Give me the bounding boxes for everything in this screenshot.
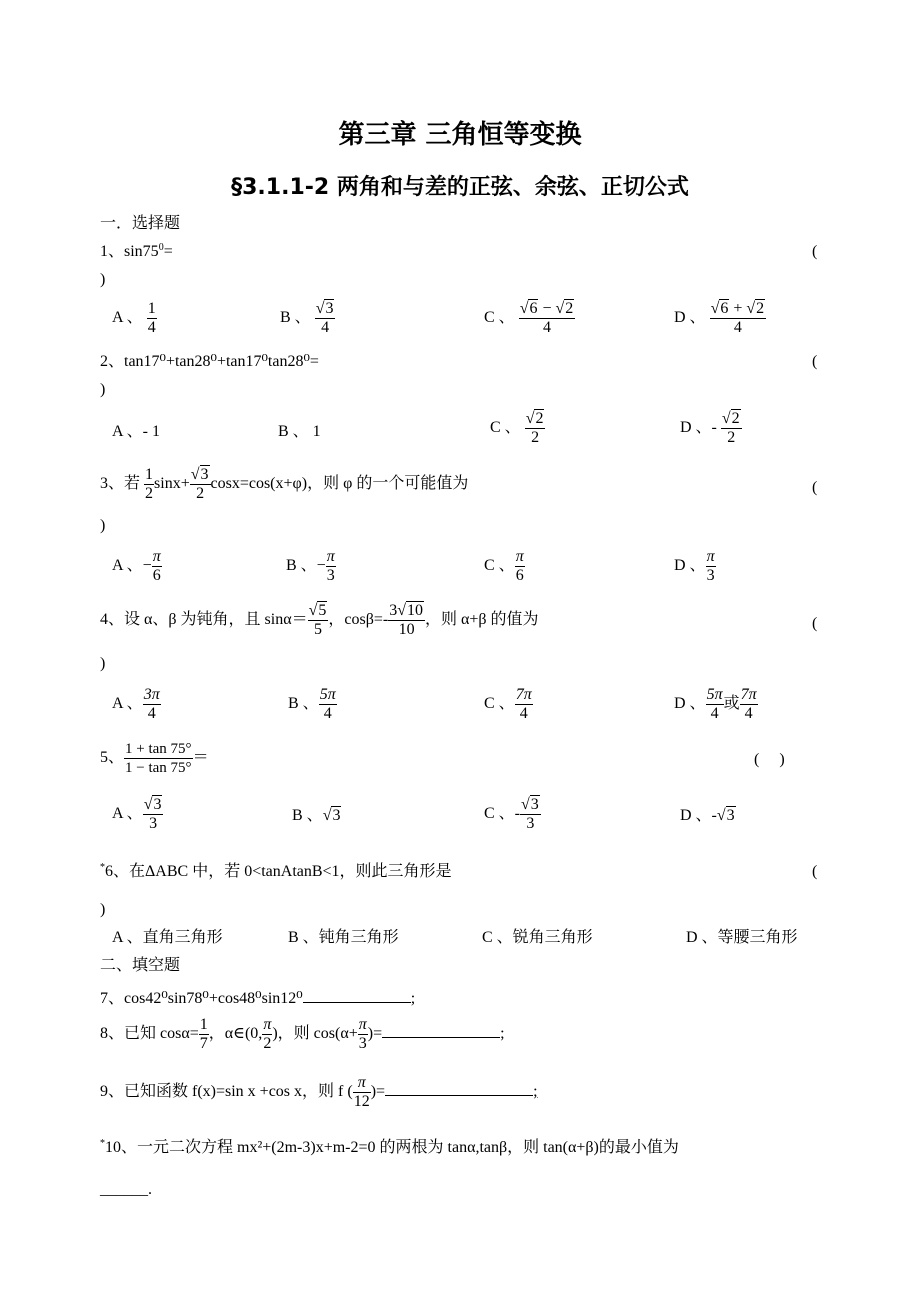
q3-option-a: A 、− $\frac{\pi}{6}$ bbox=[112, 548, 161, 584]
answer-paren-right: ) bbox=[100, 517, 106, 534]
answer-paren-right: ) bbox=[100, 655, 106, 672]
q1-option-a: A 、 $\frac{1}{4}$ bbox=[112, 300, 156, 336]
question-1: 1、$\sin 75^0=$ bbox=[100, 242, 173, 260]
q5-option-b: B 、√3 bbox=[292, 807, 341, 824]
q4-option-d: D 、 $\frac{5\pi}{4}$ 或 $\frac{7\pi}{4}$ bbox=[674, 686, 757, 722]
q5-option-c: C 、- $\frac{√3}{3}$ bbox=[484, 796, 539, 832]
q2-option-c: C 、 $\frac{√2}{2}$ bbox=[490, 410, 544, 446]
section-choice-heading: 一．选择题 bbox=[100, 215, 181, 232]
q6-option-a: A 、直角三角形 bbox=[112, 929, 223, 946]
q6-option-d: D 、等腰三角形 bbox=[686, 929, 798, 946]
answer-paren-right: ) bbox=[100, 381, 106, 398]
answer-paren-left: ( bbox=[812, 353, 818, 370]
q3-option-b: B 、− $\frac{\pi}{3}$ bbox=[286, 548, 335, 584]
section-title: §3.1.1-2 两角和与差的正弦、余弦、正切公式 bbox=[231, 175, 689, 200]
q5-option-d: D 、-√3 bbox=[680, 807, 735, 824]
q5-option-a: A 、 $\frac{√3}{3}$ bbox=[112, 796, 162, 832]
question-6: *6、在ΔABC 中，若 0<tanAtanB<1，则此三角形是 bbox=[100, 862, 452, 880]
answer-blank[interactable] bbox=[382, 1021, 500, 1038]
answer-paren-left: ( bbox=[812, 615, 818, 632]
q1-option-b: B 、 $\frac{√3}{4}$ bbox=[280, 300, 334, 336]
q2-option-d: D 、- $\frac{√2}{2}$ bbox=[680, 410, 740, 446]
answer-paren-left: ( bbox=[812, 479, 818, 496]
q1-option-d: D 、 $\frac{√6 + √2}{4}$ bbox=[674, 300, 765, 336]
q4-option-c: C 、 $\frac{7\pi}{4}$ bbox=[484, 686, 532, 722]
chapter-title: 第三章 三角恒等变换 bbox=[338, 120, 582, 150]
question-9: 9、已知函数 f(x)=sin x +cos x，则 f ( $\frac{\pi}{12}$ )= ; bbox=[100, 1074, 538, 1110]
answer-paren-left: ( bbox=[812, 243, 818, 260]
question-8: 8、已知 cosα= $\frac{1}{7}$ ，α∈(0, $\frac{\pi}{2}$ )，则 cos(α+ $\frac{\pi}{3}$ )= ; bbox=[100, 1016, 505, 1052]
q4-option-b: B 、 $\frac{5\pi}{4}$ bbox=[288, 686, 336, 722]
answer-paren-right: ) bbox=[100, 901, 106, 918]
question-7: 7、cos42⁰sin78⁰+cos48⁰sin12⁰ ; bbox=[100, 986, 415, 1009]
q2-option-a: A 、- 1 bbox=[112, 423, 161, 440]
answer-paren-right: ) bbox=[100, 271, 106, 288]
question-10: *10、一元二次方程 mx²+(2m-3)x+m-2=0 的两根为 tanα,tanβ，则 tan(α+β)的最小值为 bbox=[100, 1138, 679, 1156]
section-fill-heading: 二、填空题 bbox=[100, 957, 181, 974]
answer-blank[interactable] bbox=[385, 1079, 533, 1096]
answer-blank-10[interactable]: ______. bbox=[100, 1181, 152, 1198]
question-2: 2、tan17⁰+tan28⁰+tan17⁰tan28⁰= bbox=[100, 353, 319, 370]
q6-option-b: B 、钝角三角形 bbox=[288, 929, 399, 946]
q3-option-d: D 、 $\frac{\pi}{3}$ bbox=[674, 548, 715, 584]
q6-option-c: C 、锐角三角形 bbox=[482, 929, 593, 946]
question-5: 5、 $\frac{1 + \tan 75^\circ}{1 - \tan 75^\circ}$ ＝ bbox=[100, 741, 209, 776]
answer-parens: ( ) bbox=[754, 751, 785, 768]
q1-option-c: C 、 $\frac{√6 - √2}{4}$ bbox=[484, 300, 574, 336]
question-3: 3、若 $\frac{1}{2}$ sinx+ $\frac{√3}{2}$ cosx=cos(x+φ)，则 φ 的一个可能值为 bbox=[100, 466, 469, 502]
question-4: 4、设 α、β 为钝角，且 sinα＝ $\frac{√5}{5}$ ，cosβ=- $\frac{3√10}{10}$ ，则 α+β 的值为 bbox=[100, 602, 539, 638]
q4-option-a: A 、 $\frac{3\pi}{4}$ bbox=[112, 686, 160, 722]
q3-option-c: C 、 $\frac{\pi}{6}$ bbox=[484, 548, 524, 584]
answer-blank[interactable] bbox=[303, 986, 411, 1003]
answer-paren-left: ( bbox=[812, 863, 818, 880]
q2-option-b: B 、 1 bbox=[278, 423, 321, 440]
